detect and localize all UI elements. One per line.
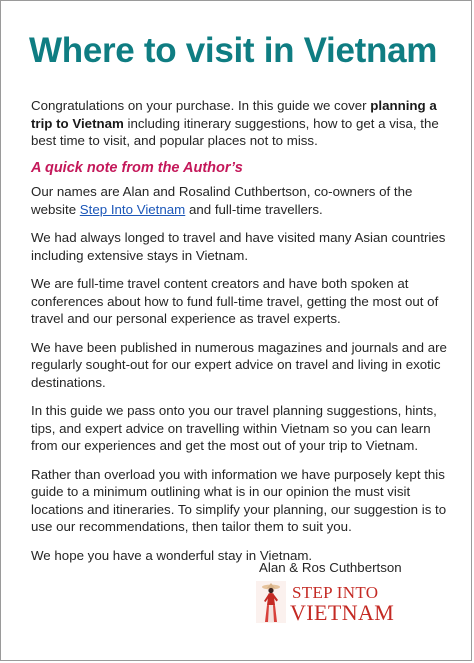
- intro-text-after: including itinerary suggestions, how to get a visa, the best time to visit, and popular places not to miss.: [31, 115, 439, 148]
- document-body: [31, 97, 451, 575]
- intro-text-before: Congratulations on your purchase. In this guide we cover: [31, 98, 371, 113]
- body-paragraph: In this guide we pass onto you our travel planning suggestions, hints, tips, and expert advice on travelling within Vietnam so you can learn from our experiences and get the most out of your trip to Vietnam.: [31, 403, 437, 453]
- body-paragraph: Rather than overload you with information we have purposely kept this guide to a minimum outlining what is in our opinion the must visit locations and itineraries. To simplify your planning, our suggestion is to use our recommendations, then tailor them to suit you.: [31, 466, 447, 534]
- author-signature: Alan & Ros Cuthbertson: [259, 560, 402, 575]
- names-text-after: and full-time travellers.: [185, 201, 323, 217]
- logo-text-vietnam: VIETNAM: [290, 600, 395, 625]
- names-text-before: Our names are Alan and Rosalind Cuthbertson, co-owners of the website: [31, 184, 413, 217]
- body-paragraph: We have been published in numerous magazines and journals and are regularly sought-out for our expert advice on travel and living in exotic destinations.: [31, 339, 447, 390]
- woman-in-ao-dai-icon: [256, 581, 286, 623]
- step-into-vietnam-logo: [256, 581, 396, 625]
- page-title: Where to visit in Vietnam: [29, 31, 438, 70]
- names-paragraph: [31, 183, 451, 218]
- body-paragraph: We had always longed to travel and have visited many Asian countries including extensive stays in Vietnam.: [31, 230, 446, 263]
- body-paragraph: We are full-time travel content creators and have both spoken at conferences about how to fund full-time travel, getting the most out of travel and our personal experience as travel experts.: [31, 276, 439, 326]
- closing-paragraph: We hope you have a wonderful stay in Vietnam.: [31, 547, 313, 563]
- intro-paragraph: [31, 97, 451, 150]
- intro-bold-text: planning a trip to Vietnam: [31, 98, 437, 131]
- logo-text-step-into: STEP INTO: [292, 583, 379, 602]
- website-link[interactable]: Step Into Vietnam: [79, 201, 186, 217]
- author-note-heading: A quick note from the Author’s: [31, 159, 243, 176]
